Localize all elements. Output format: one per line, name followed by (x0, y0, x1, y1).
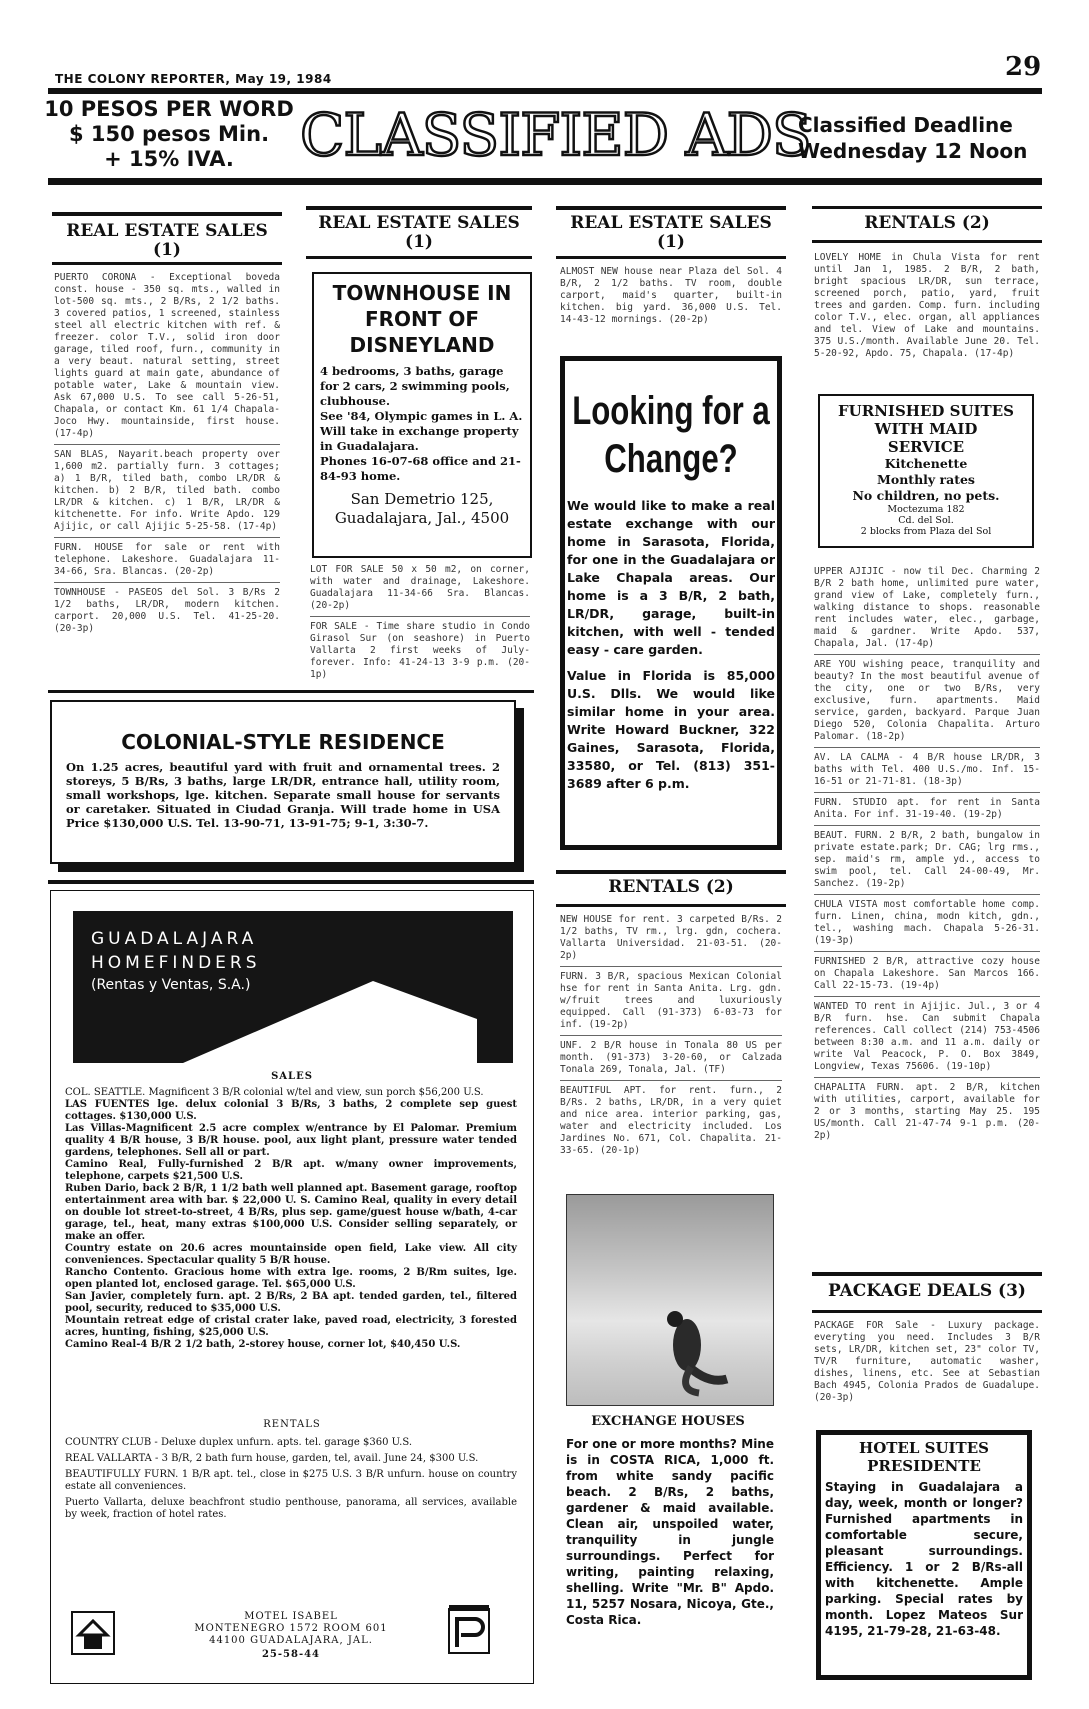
col4-ad-2: UPPER AJIJIC - now til Dec. Charming 2 B/R 2 bath home, unlimited pure water, grand view of Lake, completely furn., walking distance to shops. reasonable rent includes water, elec., garbage, maid & gardner. Write Apdo. 537, Chapala, Jal. (17-4p) (814, 566, 1040, 649)
colonial-ad (50, 700, 516, 864)
change-body (565, 483, 777, 793)
townhouse-title-1: TOWNHOUSE IN (332, 281, 512, 305)
gdl-rental-2: REAL VALLARTA - 3 B/R, 2 bath furn house, garden, tel, avail. June 24, $300 U.S. (65, 1453, 479, 1464)
col2-heading-text: REAL ESTATE SALES (318, 213, 520, 233)
townhouse-addr-2: Guadalajara, Jal., 4500 (334, 509, 510, 527)
col4-sep (814, 825, 1040, 826)
townhouse-body-2: See '84, Olympic games in L. A. (320, 409, 523, 423)
col4-sep (814, 951, 1040, 952)
col4-heading (812, 214, 1042, 233)
col4-ad-1: LOVELY HOME in Chula Vista for rent until Jan 1, 1985. 2 B/R, 2 bath, bright spacious LR/DR, sun terrace, screened porch, patio, yard, fruit trees and garden. Comp. furn. including color T.V., elec. organ, all appliances and tel. View of Lake and mountains. 375 U.S./month. Available June 20. Tel. 5-20-92, Apdo. 75, Chapala. (17-4p) (814, 252, 1040, 359)
deadline-line-1: Classified Deadline (798, 113, 1013, 137)
home-logo-icon (71, 1611, 115, 1655)
colonial-top-rule (48, 690, 534, 693)
col1-head-rule-2 (52, 262, 282, 265)
col4-head-rule (812, 206, 1042, 209)
col3-heading-num: (1) (657, 232, 685, 252)
exchange-title: EXCHANGE HOUSES (591, 1414, 745, 1429)
masthead-rule-top (48, 88, 1042, 94)
townhouse-title-3: DISNEYLAND (349, 333, 495, 357)
col4-sep (814, 747, 1040, 748)
gdl-rental-4: Puerto Vallarta, deluxe beachfront studio penthouse, panorama, all services, available by week, fraction of hotel rates. (65, 1497, 517, 1520)
hotel-title-2: PRESIDENTE (867, 1457, 981, 1475)
townhouse-address (314, 490, 530, 528)
rate-line-2: $ 150 pesos Min. (68, 122, 270, 146)
col1-sep (54, 444, 280, 445)
gdl-footer-3: 44100 GUADALAJARA, JAL. (209, 1635, 373, 1646)
gdl-line-1: GUADALAJARA (91, 929, 258, 949)
suites-title-3: SERVICE (887, 438, 965, 456)
gdl-ad (50, 890, 534, 1684)
house-roof-icon (73, 911, 513, 1063)
col1-ad-list (54, 272, 280, 635)
col4-sep (814, 654, 1040, 655)
gdl-sale-7: Rancho Contento. Gracious home with extra lge. rooms, 2 B/Rm suites, lge. open planted lot, enclosed garage. Tel. $65,000 U.S. (65, 1267, 517, 1290)
page-number: 29 (1005, 52, 1042, 82)
gdl-sale-6: Country estate on 20.6 acres mountainside open field, Lake view. All city conveniences. Spectacular quality 5 B/R house. (65, 1243, 517, 1266)
col1-heading-num: (1) (153, 240, 181, 260)
gdl-rental-1: COUNTRY CLUB - Deluxe duplex unfurn. apts. tel. garage $360 U.S. (65, 1437, 413, 1448)
col4-sep (814, 792, 1040, 793)
gdl-footer (171, 1611, 411, 1661)
col3-rental-4: BEAUTIFUL APT. for rent. furn., 2 B/Rs. 2 baths, LR/DR, in a very quiet and nice area. interior parking, gas, water and electricity included. Los Jardines No. 671, Col. Chapalita. 21-33-65. (20-1p) (560, 1085, 782, 1156)
col1-sep (54, 582, 280, 583)
package-heading-text: PACKAGE DEALS (828, 1281, 993, 1301)
gdl-sale-5: Ruben Dario, back 2 B/R, 1 1/2 bath well planned apt. Basement garage, rooftop entertainment area with bar. $ 22,000 U. S. Camino Real, quality in every detail on double lot street-to-street, 4 B/Rs, plus sep. game/guest house w/bath, 4-car garage, tel., heat, many extras $100,000 U.S. Consider selling separately, or make an offer. (65, 1183, 517, 1242)
col3-head-rule (556, 206, 786, 210)
col4-ad-9: WANTED TO rent in Ajijic. Jul., 3 or 4 B/R furn. hse. Can submit Chapala references. Call collect (214) 753-4506 between 8:30 a.m. and 11 a.m. daily or write Val Peacock, P. O. Box 3849, Longview, Texas 75606. (19-10p) (814, 1001, 1040, 1072)
col3-rentals-heading (556, 878, 786, 897)
change-title-1: Looking for a (572, 389, 770, 433)
suites-line-4: Moctezuma 182 (887, 504, 965, 515)
rate-line-3: + 15% IVA. (104, 147, 234, 171)
col1-ad-3: FURN. HOUSE for sale or rent with telephone. Lakeshore. Guadalajara 11-34-66, Sra. Blancas. (20-2p) (54, 542, 280, 577)
suites-line-6: 2 blocks from Plaza del Sol (860, 526, 992, 537)
col3-rentals-heading-text: RENTALS (608, 877, 700, 897)
townhouse-body (314, 358, 530, 484)
col4-ad-3: ARE YOU wishing peace, tranquility and beauty? In the most beautiful avenue of the city, one or two B/Rs, very exclusive, furn. apartments. Maid service, garden, backyard. Parque Juan Diego 520, Colonia Chapalita. Arturo Palomar. (18-2p) (814, 659, 1040, 742)
col2-head-rule-2 (306, 256, 532, 259)
col1-sep (54, 537, 280, 538)
col2-sep (310, 616, 530, 617)
col4-ad-8: FURNISHED 2 B/R, attractive cozy house on Chapala Lakeshore. San Marcos 166. Call 22-15-73. (19-4p) (814, 956, 1040, 991)
col3-rentals-heading-num: (2) (705, 877, 734, 897)
suites-line-1: Kitchenette (884, 456, 968, 471)
change-body-2: Value in Florida is 85,000 U.S. Dlls. We would like similar home in your area. Write Howard Buckner, 322 Gaines, Sarasota, Florida, 33580, or Tel. (813) 351-3689 after 6 p.m. (567, 668, 775, 791)
gdl-sale-10: Camino Real-4 B/R 2 1/2 bath, 2-storey house, corner lot, $40,450 U.S. (65, 1339, 461, 1350)
suites-line-2: Monthly rates (877, 472, 975, 487)
townhouse-title-2: FRONT OF (364, 307, 480, 331)
gdl-rental-3: BEAUTIFULLY FURN. 1 B/R apt. tel., close in $275 U.S. 3 B/R unfurn. house on country estate all conveniences. (65, 1469, 517, 1492)
col3-rental-3: UNF. 2 B/R house in Tonala 80 US per month. (91-373) 3-20-60, or Calzada Tonala 269, Tonala, Jal. (TF) (560, 1040, 782, 1075)
gdl-sales-heading: SALES (271, 1071, 313, 1082)
col4-ad-5: FURN. STUDIO apt. for rent in Santa Anita. For inf. 31-19-40. (19-2p) (814, 797, 1040, 820)
col3-heading (556, 214, 786, 252)
gdl-rentals-heading: RENTALS (263, 1419, 321, 1430)
col4-head-rule-2 (812, 240, 1042, 243)
townhouse-ad-box (312, 272, 532, 558)
gdl-footer-1: MOTEL ISABEL (244, 1611, 338, 1622)
suites-ad-box (818, 394, 1034, 548)
masthead-rule-bottom (48, 178, 1042, 185)
package-head-rule-2 (812, 1310, 1042, 1313)
col3-head-rule-2 (556, 256, 786, 259)
col1-ad-4: TOWNHOUSE - PASEOS del Sol. 3 B/Rs 2 1/2 baths, LR/DR, modern kitchen. carport. 20,000 U.S. Tel. 41-25-20. (20-3p) (54, 587, 280, 634)
hotel-title-1: HOTEL SUITES (859, 1439, 989, 1457)
col3-heading-text: REAL ESTATE SALES (570, 213, 772, 233)
townhouse-title (314, 280, 530, 358)
gdl-sale-2: LAS FUENTES lge. delux colonial 3 B/Rs, 3 baths, 2 complete sep guest cottages. $130,000 U.S. (65, 1099, 517, 1122)
rate-block (44, 97, 294, 172)
realtor-logo-icon (447, 1603, 491, 1655)
deadline-line-2: Wednesday 12 Noon (798, 139, 1028, 163)
col1-ad-1: PUERTO CORONA - Exceptional boveda const. house - 350 sq. mts., walled in lot-500 sq. mts., 2 B/Rs, 2 1/2 baths. 3 covered patios, 1 screened, stainless steel all electric kitchen with ref. & freezer. color T.V., solid iron door garage, tiled roof, furn., community in a very beaut. natural setting, street lights guard at main gate, abundance of potable water, Lake & mountain view. Ask 67,000 U.S. To see call 5-26-51, Chapala, or contact Km. 61 1/4 Chapala-Joco Hwy. mountainside, first house. (17-4p) (54, 272, 280, 439)
gdl-sales-list (65, 1087, 517, 1351)
beach-photo (566, 1194, 774, 1406)
col2-head-rule (306, 206, 532, 210)
col3-rentals-rule-2 (556, 904, 786, 907)
col3-rentals-list (560, 914, 782, 1157)
col4-heading-num: (2) (961, 213, 990, 233)
col4-ad-6: BEAUT. FURN. 2 B/R, 2 bath, bungalow in private estate.park; Dr. CAG; lrg rms., sep. maid's rm, ample yd., access to swim pool, tel. Call 24-00-49, Mr. Sanchez. (19-2p) (814, 830, 1040, 889)
page-title: CLASSIFIED ADS (300, 101, 811, 169)
col3-sep (560, 1080, 782, 1081)
hotel-title (821, 1439, 1027, 1475)
col2-ad-1: LOT FOR SALE 50 x 50 m2, on corner, with water and drainage, Lakeshore. Guadalajara 11-34-66 Sra. Blancas. (20-2p) (310, 564, 530, 611)
col4-heading-text: RENTALS (864, 213, 956, 233)
col3-ad-1: ALMOST NEW house near Plaza del Sol. 4 B/R, 2 1/2 baths. TV room, double carport, maid's quarter, built-in kitchen. big yard. 36,000 U.S. Tel. 14-43-12 mornings. (20-2p) (560, 266, 782, 325)
gdl-sale-1: COL. SEATTLE. Magnificent 3 B/R colonial w/tel and view, sun porch $56,200 U.S. (65, 1087, 484, 1098)
col3-sep (560, 1035, 782, 1036)
suites-body (820, 456, 1032, 504)
col4-ad-10: CHAPALITA FURN. apt. 2 B/R, kitchen with utilities, carport, available for 2 or 3 months, starting May 25. 195 US/month. Call 21-47-74 9-1 p.m. (20-2p) (814, 1082, 1040, 1141)
col4-ad-4: AV. LA CALMA - 4 B/R house LR/DR, 3 baths with Tel. 400 U.S./mo. Inf. 15-16-51 or 21-71-81. (18-3p) (814, 752, 1040, 787)
gdl-footer-4: 25-58-44 (261, 1649, 321, 1660)
col3-rental-2: FURN. 3 B/R, spacious Mexican Colonial hse for rent in Santa Anita. Lrg. gdn. w/fruit trees and luxuriously equipped. Call (91-373) 6-03-73 for inf. (19-2p) (560, 971, 782, 1030)
gdl-rentals-list (65, 1437, 517, 1521)
townhouse-body-4: Phones 16-07-68 office and 21-84-93 home. (320, 454, 521, 483)
col4-sep (814, 996, 1040, 997)
exchange-body: For one or more months? Mine is in COSTA RICA, 1,000 ft. from white sandy pacific beach. 2 B/Rs, 2 baths, gardener & maid available. Clean air, unspoiled water, tranquility in jungle surroundings. Perfect for writing, painting relaxing, shelling. Write "Mr. B" Apdo. 11, 5257 Nosara, Nicoya, Gte., Costa Rica. (566, 1437, 774, 1627)
col2-heading (306, 214, 532, 252)
gdl-line-3: (Rentas y Ventas, S.A.) (91, 977, 251, 993)
col1-heading (52, 222, 282, 260)
package-head-rule (812, 1272, 1042, 1276)
col2-ad-list (310, 564, 530, 681)
col3-rentals-rule (556, 870, 786, 874)
townhouse-addr-1: San Demetrio 125, (350, 490, 494, 508)
deadline-block (798, 112, 1027, 164)
package-ad: PACKAGE FOR Sale - Luxury package. everyting you need. Includes 3 B/R sets, LR/DR, kitchen set, 23" color TV, TV/R furniture, automatic washer, dishes, linens, etc. See at Sebastian Bach 4945, Colonia Prados de Guadalupe. (20-3p) (814, 1320, 1040, 1403)
suites-address (820, 504, 1032, 537)
gdl-banner (73, 911, 513, 1063)
suites-title-1: FURNISHED SUITES (838, 402, 1014, 420)
col2-ad-2: FOR SALE - Time share studio in Condo Girasol Sur (on seashore) in Puerto Vallarta 2 first weeks of July-forever. Info: 41-24-13 3-9 p.m. (20-1p) (310, 621, 530, 680)
colonial-body: On 1.25 acres, beautiful yard with fruit and ornamental trees. 2 storeys, 5 B/Rs, 3 baths, large LR/DR, entrance hall, utility room, small workshops, lge. kitchen. Separate small house for servants or caretaker. Situated in Ciudad Granja. Will trade home in USA Price $130,000 U.S. Tel. 13-90-71, 13-91-75; 9-1, 3:30-7. (66, 760, 500, 830)
gdl-footer-2: MONTENEGRO 1572 ROOM 601 (194, 1623, 388, 1634)
col4-sep (814, 1077, 1040, 1078)
suites-title (820, 402, 1032, 456)
col4-sep (814, 894, 1040, 895)
package-heading-num: (3) (998, 1281, 1026, 1301)
hotel-ad-box (816, 1430, 1032, 1680)
colonial-title: COLONIAL-STYLE RESIDENCE (121, 730, 445, 754)
col3-sep (560, 966, 782, 967)
suites-title-2: WITH MAID (874, 420, 978, 438)
hotel-body: Staying in Guadalajara a day, week, month or longer? Furnished apartments in comfortable secure, pleasant surroundings. Efficiency. 1 or 2 B/Rs-all with kitchenette. Ample parking. Special rates by month. Lopez Mateos Sur 4195, 21-79-28, 21-63-48. (825, 1480, 1023, 1638)
figure-on-beach-image (567, 1195, 773, 1405)
package-heading (812, 1282, 1042, 1301)
change-title-2: Change? (604, 437, 738, 481)
gdl-line-2: HOMEFINDERS (91, 953, 261, 973)
col2-heading-num: (1) (405, 232, 433, 252)
col4-ad-list (814, 566, 1040, 1142)
change-title (572, 387, 770, 483)
rate-line-1: 10 PESOS PER WORD (44, 97, 294, 121)
gdl-top-rule (48, 880, 534, 884)
col1-ad-2: SAN BLAS, Nayarit.beach property over 1,600 m2. partially furn. 3 cottages; a) 1 B/R, tiled bath, combo LR/DR & kitchen. b) 2 B/R, tiled bath. combo LR/DR & kitchen. c) 1 B/R, LR/DR & kitchenette. For info. Write Apdo. 129 Ajijic, or call Ajijic 5-25-58. (17-4p) (54, 449, 280, 532)
change-body-1: We would like to make a real estate exchange with our home in Sarasota, Florida, for one in the Guadalajara or Lake Chapala areas. Our home is a 3 B/R, 2 bath, LR/DR, garage, built-in kitchen, with well - tended easy - care garden. (567, 498, 775, 657)
gdl-sale-8: San Javier, completely furn. apt. 2 B/Rs, 2 BA apt. tended garden, tel., filtered pool, security, reduced to $35,000 U.S. (65, 1291, 517, 1314)
townhouse-body-3: Will take in exchange property in Guadalajara. (320, 424, 519, 453)
col1-head-rule (52, 212, 282, 216)
col3-rental-1: NEW HOUSE for rent. 3 carpeted B/Rs. 2 1/2 baths, TV rm., lrg. gdn, cochera. Vallarta Universidad. 21-03-51. (20-2p) (560, 914, 782, 961)
gdl-sale-4: Camino Real, Fully-furnished 2 B/R apt. w/many owner improvements, telephone, carpets $21,500 U.S. (65, 1159, 517, 1182)
col1-heading-text: REAL ESTATE SALES (66, 221, 268, 241)
suites-line-3: No children, no pets. (852, 488, 1000, 503)
gdl-sale-3: Las Villas-Magnificent 2.5 acre complex w/entrance by El Palomar. Premium quality 4 B/R house, 3 B/R house. pool, aux light plant, pressure water tended gardens, telephones. Sell all or part. (65, 1123, 517, 1158)
suites-line-5: Cd. del Sol. (898, 515, 954, 526)
townhouse-body-1: 4 bedrooms, 3 baths, garage for 2 cars, 2 swimming pools, clubhouse. (320, 364, 510, 408)
col4-ad-7: CHULA VISTA most comfortable home comp. furn. Linen, china, modn kitch, gdn., tel., washing mach. Chapala 5-26-31. (19-3p) (814, 899, 1040, 946)
gdl-sale-9: Mountain retreat edge of cristal crater lake, paved road, electricity, 3 forested acres, hunting, fishing, $25,000 U.S. (65, 1315, 517, 1338)
change-ad-box (560, 356, 782, 850)
paper-dateline: THE COLONY REPORTER, May 19, 1984 (55, 72, 332, 86)
